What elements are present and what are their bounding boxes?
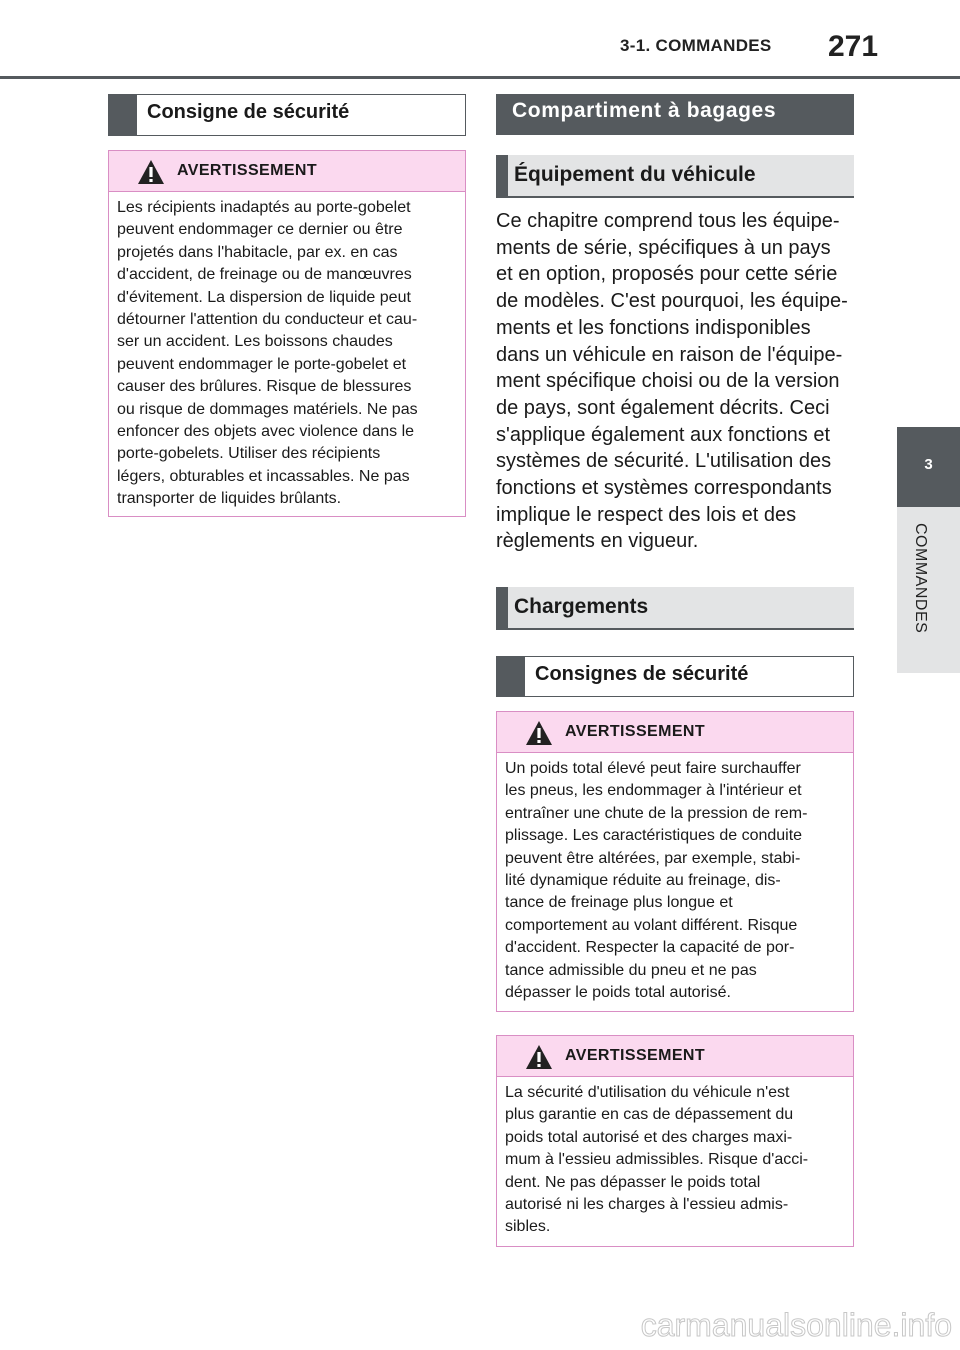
header-rule [0,76,960,79]
right-safety-heading-text: Consignes de sécurité [535,663,749,685]
subsection-heading-equipment-text: Équipement du véhicule [514,163,756,186]
heading-marker [497,657,525,696]
running-header-section: 3-1. COMMANDES [620,36,772,55]
warning-box-axle-load [496,1035,854,1247]
warning-header [109,151,465,192]
left-safety-heading-text: Consigne de sécurité [147,101,350,123]
warning-header [497,712,853,753]
warning-box-total-weight [496,711,854,1012]
warning-body [497,752,853,1004]
subsection-heading-equipment [496,155,854,198]
warning-triangle-icon [137,159,165,185]
warning-body [109,191,465,511]
warning-triangle-icon [525,1044,553,1070]
watermark [540,1304,956,1344]
warning-header [497,1036,853,1077]
warning-label: AVERTISSEMENT [565,1047,706,1064]
chapter-label: COMMANDES [912,523,929,634]
warning-body [497,1076,853,1239]
warning-box-cupholder [108,150,466,517]
warning-label: AVERTISSEMENT [565,723,706,740]
warning-triangle-icon [525,720,553,746]
warning-text: La sécurité d'utilisation du véhicule n'est plus garantie en cas de dépassement du poids total autorisé et des charges maxi- mum à l'essieu admissibles. Risque d'acci- dent. Ne pas dépasser le poids total autorisé ni les charges à l'essieu admis- sibles. [505,1084,809,1236]
left-safety-heading [108,94,466,136]
warning-label: AVERTISSEMENT [177,162,318,179]
section-heading-bar [496,94,854,135]
chapter-strip [897,507,960,673]
heading-marker [109,95,137,135]
heading-marker [496,155,508,196]
right-safety-heading [496,656,854,697]
watermark-text: carmanualsonline.info [640,1307,952,1343]
section-heading-text: Compartiment à bagages [512,99,777,122]
subsection-heading-loading [496,587,854,630]
page-number: 271 [828,30,879,63]
subsection-heading-loading-text: Chargements [514,595,649,618]
body-paragraph: Ce chapitre comprend tous les équipe- ments de série, spécifiques à un pays et en option, proposés pour cette série de modèles. C'est pourquoi, les équipe- ments et les fonctions indisponibles dans un véhicule en raison de l'équipe- ment spécifique choisi ou de la version de pays, sont également décrits. Ceci s'applique également aux fonctions et systèmes de sécurité. L'utilisation des fonctions et systèmes correspondants implique le respect des lois et des règlements en vigueur. [496,210,848,553]
chapter-tab [897,427,960,507]
chapter-number: 3 [924,456,933,473]
warning-text: Un poids total élevé peut faire surchauffer les pneus, les endommager à l'intérieur et entraîner une chute de la pression de rem- plissage. Les caractéristiques de conduite peuvent être altérées, par exemple, stabi- lité dynamique réduite au freinage, dis- tance de freinage plus longue et comportement au volant différent. Risque d'accident. Respecter la capacité de por- tance admissible du pneu et ne pas dépasser le poids total autorisé. [505,760,808,1002]
heading-marker [496,587,508,628]
warning-text: Les récipients inadaptés au porte-gobelet peuvent endommager ce dernier ou être projetés dans l'habitacle, par ex. en cas d'accident, de freinage ou de manœuvres d'évitement. La dispersion de liquide peut détourner l'attention du conducteur et cau- ser un accident. Les boissons chaudes peuvent endommager le porte-gobelet et causer des brûlures. Risque de blessures ou risque de dommages matériels. Ne pas enfoncer des objets avec violence dans le porte-gobelets. Utiliser des récipients légers, obturables et incassables. Ne pas transporter de liquides brûlants. [117,199,418,508]
